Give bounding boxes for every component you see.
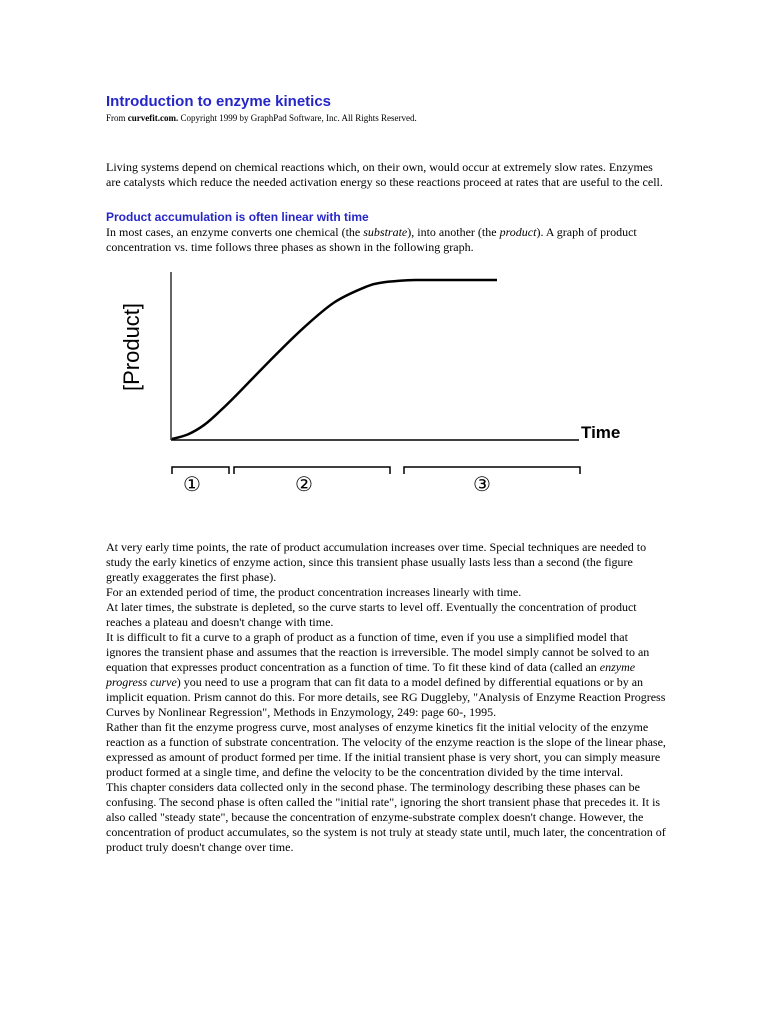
- phase-one-text: At very early time points, the rate of product accumulation increases over time. Special techniques are needed to study the early kinetics of enzyme action, since this transient phase usually lasts less than a second (the figure greatly exaggerates the first phase).: [106, 540, 647, 584]
- phase-label-2: ②: [295, 472, 313, 496]
- progress-curve-line: [172, 280, 497, 439]
- term-progress-curve: enzyme progress curve: [106, 660, 636, 689]
- section-heading: Product accumulation is often linear with time: [106, 210, 369, 224]
- fitting-part-b: ) you need to use a program that can fit data to a model defined by differential equations or by an implicit equation. Prism cannot do this. For more details, see RG Duggleby, "Analysis of Enzyme Reaction Progress Curves by Nonlinear Regression", Methods in Enzymology, 249: page 60-, 1995.: [106, 675, 666, 719]
- curve-fitting-text: [106, 630, 666, 720]
- page-title: Introduction to enzyme kinetics: [106, 93, 332, 110]
- phase-two-text: For an extended period of time, the product concentration increases linearly with time.: [106, 585, 522, 599]
- initial-velocity-text: Rather than fit the enzyme progress curve, most analyses of enzyme kinetics fit the initial velocity of the enzyme reaction as a function of substrate concentration. The velocity of the enzyme reaction is the slope of the linear phase, expressed as amount of product formed per time. If the initial transient phase is very short, you can simply measure product formed at a single time, and define the velocity to be the concentration divided by the time interval.: [106, 720, 666, 779]
- term-product: product: [499, 225, 537, 239]
- chapter-scope-text: This chapter considers data collected only in the second phase. The terminology describing these phases can be confusing. The second phase is often called the "initial rate", ignoring the short transient phase that precedes it. It is also called "steady state", because the concentration of enzyme-substrate complex doesn't change. However, the concentration of product accumulates, so the system is not truly at steady state until, much later, the concentration of product truly doesn't change over time.: [106, 780, 666, 854]
- phase-bracket-3: [404, 467, 580, 474]
- phase-three-text: At later times, the substrate is depleted, so the curve starts to level off. Eventually the concentration of product reaches a plateau and doesn't change with time.: [106, 600, 637, 629]
- document-page: [106, 93, 666, 855]
- p1-part-b: ), into another (the: [407, 225, 500, 239]
- section-paragraph: [106, 225, 666, 255]
- intro-paragraph: Living systems depend on chemical reactions which, on their own, would occur at extremely slow rates. Enzymes are catalysts which reduce the needed activation energy so these reactions proceed at rates that are useful to the cell.: [106, 160, 663, 189]
- credit-copyright: Copyright 1999 by GraphPad Software, Inc. All Rights Reserved.: [178, 113, 417, 123]
- progress-curve-chart: [104, 272, 644, 522]
- p1-part-a: In most cases, an enzyme converts one chemical (the: [106, 225, 364, 239]
- term-substrate: substrate: [363, 225, 408, 239]
- y-axis-label: [Product]: [119, 302, 144, 392]
- credit-line: [106, 112, 666, 124]
- phase-label-3: ③: [473, 472, 491, 496]
- p1-part-c: ). A graph of product concentration vs. time follows three phases as shown in the following graph.: [106, 225, 637, 254]
- x-axis-label: Time: [581, 423, 621, 442]
- fitting-part-a: It is difficult to fit a curve to a graph of product as a function of time, even if you use a simplified model that ignores the transient phase and assumes that the reaction is irreversible. The model simply cannot be solved to an equation that expresses product concentration as a function of time. To fit these kind of data (called an: [106, 630, 650, 674]
- credit-prefix: From: [106, 113, 128, 123]
- phase-label-1: ①: [183, 472, 201, 496]
- credit-site: curvefit.com.: [127, 113, 179, 123]
- explanation-text: [106, 540, 666, 855]
